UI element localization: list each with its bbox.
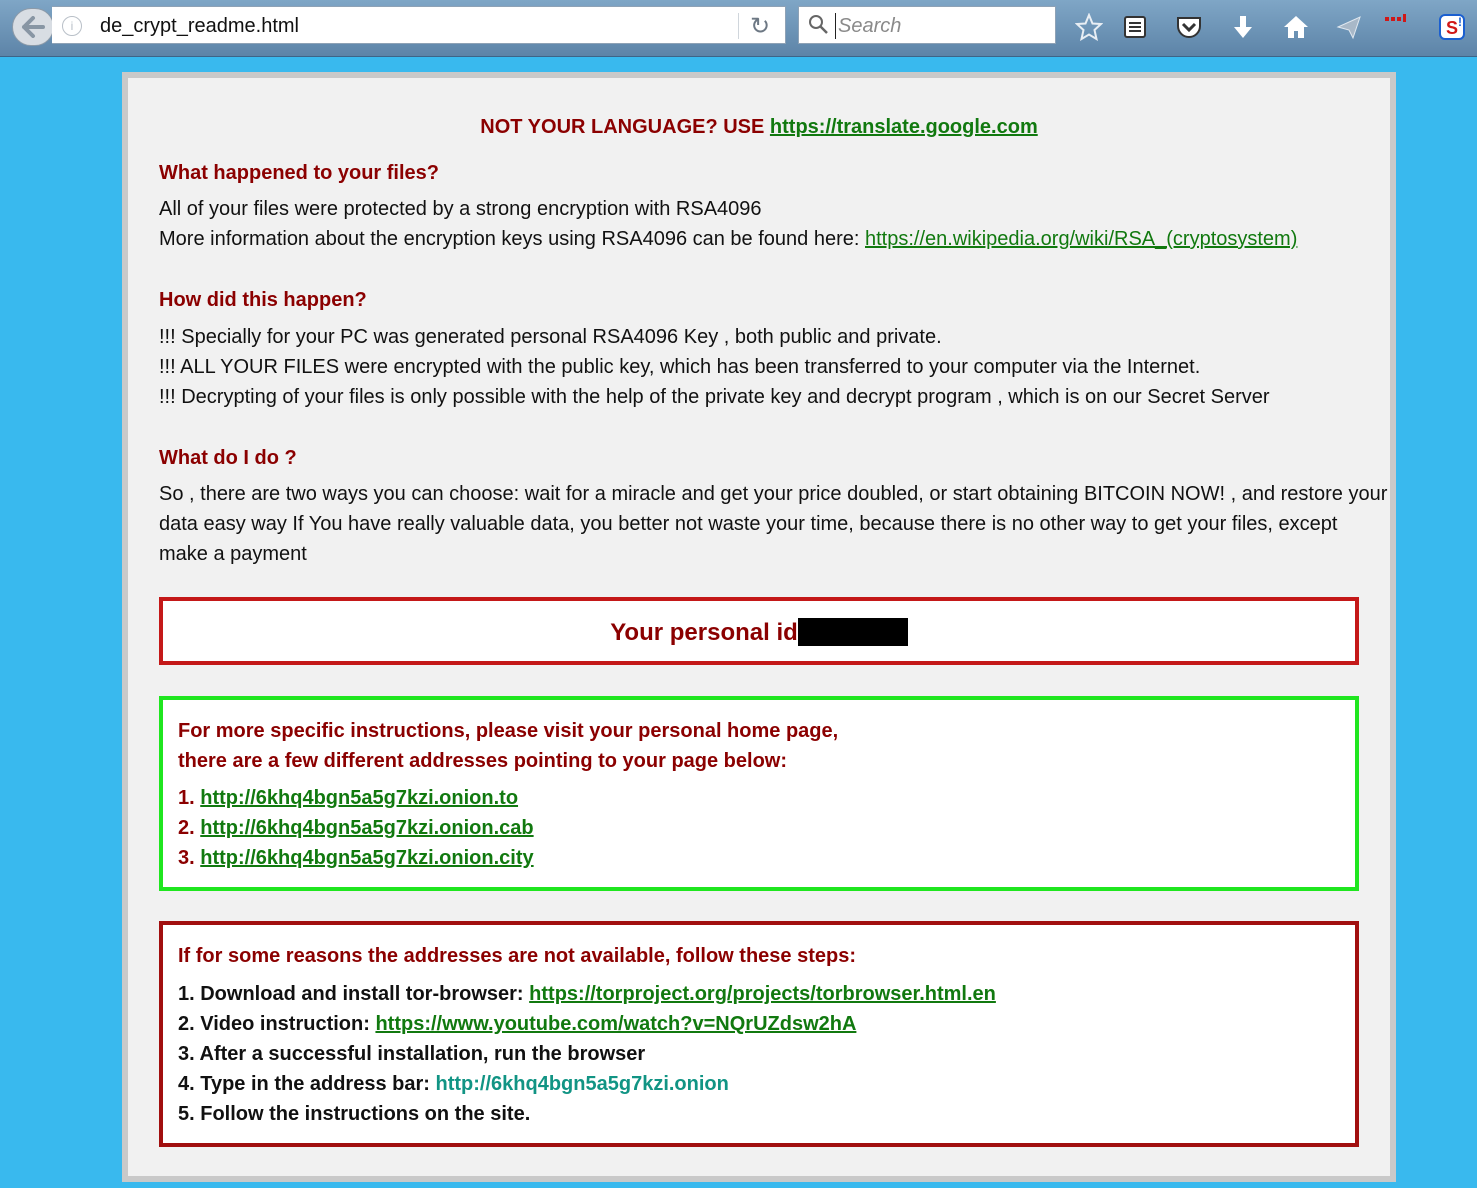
step-item <box>178 1009 996 1039</box>
step-text: 5. Follow the instructions on the site. <box>178 1103 531 1125</box>
s-extension-icon <box>1438 12 1468 42</box>
onion-address-text: http://6khq4bgn5a5g7kzi.onion <box>435 1073 729 1095</box>
back-arrow-icon <box>21 16 45 38</box>
reading-list-icon <box>1121 13 1149 41</box>
section-body-what-do <box>159 479 1387 569</box>
personal-id-label <box>610 619 908 646</box>
pocket-icon <box>1175 13 1203 41</box>
step-text: 4. Type in the address bar: <box>178 1073 430 1095</box>
bookmark-button[interactable] <box>1072 10 1106 44</box>
onion-city-link[interactable]: http://6khq4bgn5a5g7kzi.onion.city <box>200 847 534 869</box>
search-input[interactable] <box>835 13 1050 39</box>
step-item <box>178 1039 996 1069</box>
address-item <box>178 783 534 813</box>
paragraph-line: !!! Specially for your PC was generated personal RSA4096 Key , both public and private. <box>159 326 942 348</box>
instructions-heading-line: there are a few different addresses pointing to your page below: <box>178 750 788 772</box>
step-item <box>178 1069 996 1099</box>
addon-button[interactable] <box>1380 4 1414 38</box>
paragraph-line: data easy way If You have really valuable data, you better not waste your time, because there is no other way to get your files, except <box>159 513 1338 535</box>
send-icon <box>1335 13 1363 41</box>
address-item <box>178 813 534 843</box>
reload-divider <box>738 13 739 39</box>
paragraph-line: !!! ALL YOUR FILES were encrypted with the public key, which has been transferred to your computer via the Internet. <box>159 356 1201 378</box>
youtube-link[interactable]: https://www.youtube.com/watch?v=NQrUZdsw2hA <box>375 1013 857 1035</box>
rsa-wikipedia-link[interactable]: https://en.wikipedia.org/wiki/RSA_(cryptosystem) <box>865 228 1298 250</box>
fallback-heading: If for some reasons the addresses are not available, follow these steps: <box>178 945 857 967</box>
downloads-button[interactable] <box>1226 10 1260 44</box>
address-item <box>178 843 534 873</box>
step-item <box>178 979 996 1009</box>
onion-cab-link[interactable]: http://6khq4bgn5a5g7kzi.onion.cab <box>200 817 534 839</box>
paragraph-line: All of your files were protected by a strong encryption with RSA4096 <box>159 198 762 220</box>
section-body-how-happened <box>159 322 1270 412</box>
svg-text:!: ! <box>1458 15 1462 29</box>
fallback-steps-list <box>178 979 996 1129</box>
section-heading-what-happened: What happened to your files? <box>159 162 440 184</box>
download-icon <box>1229 13 1257 41</box>
section-heading-how-happened: How did this happen? <box>159 289 367 311</box>
step-text: 3. After a successful installation, run the browser <box>178 1043 646 1065</box>
search-icon <box>807 13 829 35</box>
home-button[interactable] <box>1279 10 1313 44</box>
address-number: 1. <box>178 787 195 809</box>
address-bar-url[interactable]: de_crypt_readme.html <box>100 15 299 37</box>
section-body-what-happened <box>159 194 1297 254</box>
address-list <box>178 783 534 873</box>
language-notice-text: NOT YOUR LANGUAGE? USE <box>480 116 765 138</box>
instructions-box <box>159 696 1359 891</box>
paragraph-line: So , there are two ways you can choose: wait for a miracle and get your price doubled, or start obtaining BITCOIN NOW! , and restore your <box>159 483 1388 505</box>
search-bar[interactable] <box>798 6 1056 44</box>
paragraph-line: !!! Decrypting of your files is only possible with the help of the private key and decrypt program , which is on our Secret Server <box>159 386 1270 408</box>
step-text: 1. Download and install tor-browser: <box>178 983 524 1005</box>
address-number: 3. <box>178 847 195 869</box>
translate-link[interactable]: https://translate.google.com <box>769 116 1038 138</box>
language-notice <box>128 116 1390 139</box>
back-button[interactable] <box>12 8 54 46</box>
addon-icon <box>1383 7 1411 35</box>
paragraph-line <box>159 224 1297 254</box>
section-heading-what-do: What do I do ? <box>159 447 297 469</box>
reload-icon[interactable]: ↻ <box>750 13 771 40</box>
fallback-steps-box <box>159 921 1359 1147</box>
step-text: 2. Video instruction: <box>178 1013 370 1035</box>
paragraph-text: More information about the encryption keys using RSA4096 can be found here: <box>159 228 860 250</box>
ransom-note-page <box>122 72 1396 1182</box>
torproject-link[interactable]: https://torproject.org/projects/torbrowser.html.en <box>529 983 996 1005</box>
pocket-button[interactable] <box>1172 10 1206 44</box>
bookmark-star-icon <box>1075 13 1103 41</box>
step-item <box>178 1099 996 1129</box>
reading-list-button[interactable] <box>1118 10 1152 44</box>
info-icon[interactable]: i <box>62 16 82 36</box>
s-extension-button[interactable] <box>1436 10 1470 44</box>
address-number: 2. <box>178 817 195 839</box>
instructions-heading <box>178 716 838 776</box>
paragraph-line: make a payment <box>159 543 307 565</box>
send-button[interactable] <box>1332 10 1366 44</box>
personal-id-text: Your personal id <box>610 619 798 646</box>
redacted-id-bar <box>798 618 908 646</box>
svg-text:S: S <box>1446 18 1459 38</box>
personal-id-box <box>159 597 1359 665</box>
instructions-heading-line: For more specific instructions, please visit your personal home page, <box>178 720 839 742</box>
address-bar[interactable] <box>52 6 786 44</box>
home-icon <box>1282 13 1310 41</box>
onion-to-link[interactable]: http://6khq4bgn5a5g7kzi.onion.to <box>200 787 519 809</box>
browser-toolbar <box>0 0 1477 57</box>
